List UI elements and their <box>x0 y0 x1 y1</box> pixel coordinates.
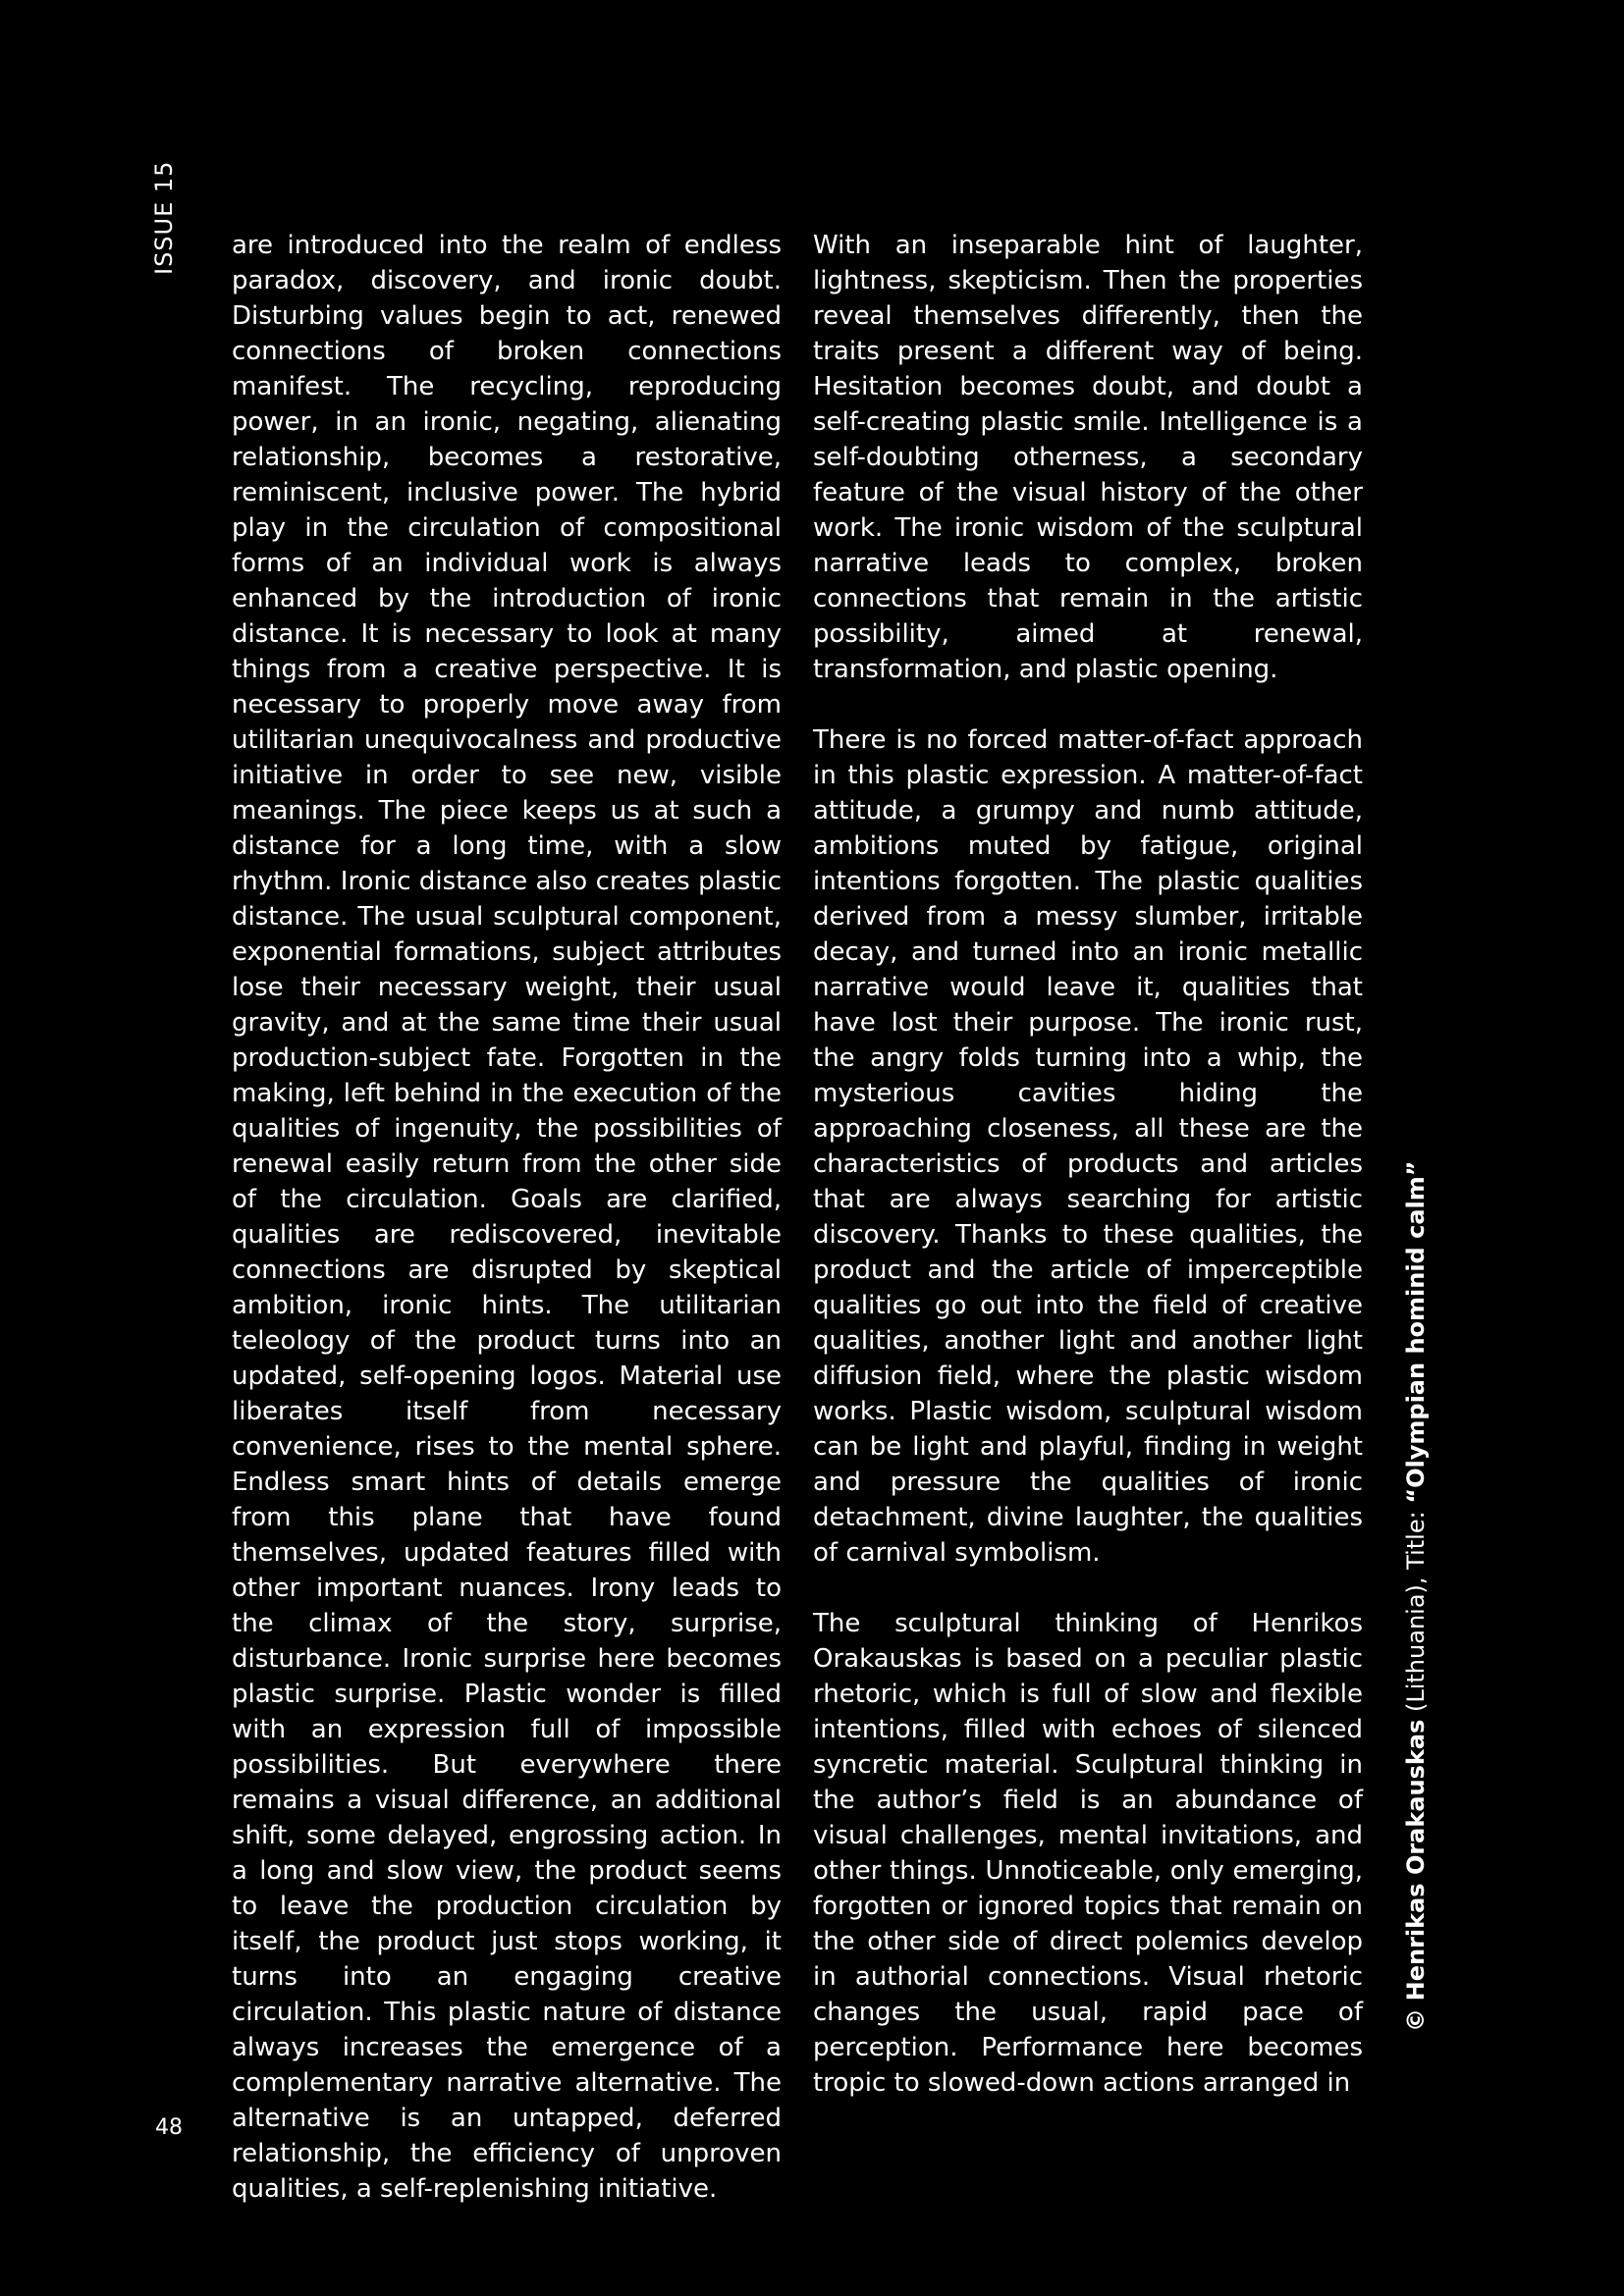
caption-country: (Lithuania), <box>1402 1576 1430 1712</box>
caption-title-label: Title: <box>1402 1511 1430 1570</box>
image-credit-caption <box>1398 1160 1434 2032</box>
issue-label: ISSUE 15 <box>150 160 178 275</box>
caption-author: Henrikas Orakauskas <box>1402 1719 1430 2002</box>
text-column-left <box>232 228 782 2207</box>
paragraph: With an inseparable hint of laughter, lightness, skepticism. Then the properties reveal themselves differently, then the traits present a different way of being. Hesitation becomes doubt, and doubt a self-creating plastic smile. Intelligence is a self-doubting otherness, a secondary feature of the visual history of the other work. The ironic wisdom of the sculptural narrative leads to complex, broken connections that remain in the artistic possibility, aimed at renewal, transformation, and plastic opening. <box>813 231 1363 684</box>
paragraph: The sculptural thinking of Henrikos Orakauskas is based on a peculiar plastic rhetoric, which is full of slow and flexible intentions, filled with echoes of silenced syncretic material. Sculptural thinking in the author’s field is an abundance of visual challenges, mental invitations, and other things. Unnoticeable, only emerging, forgotten or ignored topics that remain on the other side of direct polemics develop in authorial connections. Visual rhetoric changes the usual, rapid pace of perception. Performance here becomes tropic to slowed-down actions arranged in <box>813 1609 1363 2098</box>
paragraph: are introduced into the realm of endless paradox, discovery, and ironic doubt. Disturbing values begin to act, renewed connections of broken connections manifest. The recycling, reproducing power, in an ironic, negating, alienating relationship, becomes a restorative, reminiscent, inclusive power. The hybrid play in the circulation of compositional forms of an individual work is always enhanced by the introduction of ironic distance. It is necessary to look at many things from a creative perspective. It is necessary to properly move away from utilitarian unequivocalness and productive initiative in order to see new, visible meanings. The piece keeps us at such a distance for a long time, with a slow rhythm. Ironic distance also creates plastic distance. The usual sculptural component, exponential formations, subject attributes lose their necessary weight, their usual gravity, and at the same time their usual production-subject fate. Forgotten in the making, left behind in the execution of the qualities of ingenuity, the possibilities of renewal easily return from the other side of the circulation. Goals are clarified, qualities are rediscovered, inevitable connections are disrupted by skeptical ambition, ironic hints. The utilitarian teleology of the product turns into an updated, self-opening logos. Material use liberates itself from necessary convenience, rises to the mental sphere. Endless smart hints of details emerge from this plane that have found themselves, updated features filled with other important nuances. Irony leads to the climax of the story, surprise, disturbance. Ironic surprise here becomes plastic surprise. Plastic wonder is filled with an expression full of impossible possibilities. But everywhere there remains a visual difference, an additional shift, some delayed, engrossing action. In a long and slow view, the product seems to leave the production circulation by itself, the product just stops working, it turns into an engaging creative circulation. This plastic nature of distance always increases the emergence of a complementary narrative alternative. The alternative is an untapped, deferred relationship, the efficiency of unproven qualities, a self-replenishing initiative. <box>232 231 782 2204</box>
page-number: 48 <box>155 2115 183 2140</box>
caption-title: “Olympian hominid calm” <box>1402 1160 1430 1504</box>
text-column-right <box>813 228 1363 2101</box>
paragraph: There is no forced matter-of-fact approach in this plastic expression. A matter-of-fact attitude, a grumpy and numb attitude, ambitions muted by fatigue, original intentions forgotten. The plastic qualities derived from a messy slumber, irritable decay, and turned into an ironic metallic narrative would leave it, qualities that have lost their purpose. The ironic rust, the angry folds turning into a whip, the mysterious cavities hiding the approaching closeness, all these are the characteristics of products and articles that are always searching for artistic discovery. Thanks to these qualities, the product and the article of imperceptible qualities go out into the field of creative qualities, another light and another light diffusion field, where the plastic wisdom works. Plastic wisdom, sculptural wisdom can be light and playful, finding in weight and pressure the qualities of ironic detachment, divine laughter, the qualities of carnival symbolism. <box>813 725 1363 1568</box>
copyright-symbol: © <box>1402 2008 1430 2032</box>
